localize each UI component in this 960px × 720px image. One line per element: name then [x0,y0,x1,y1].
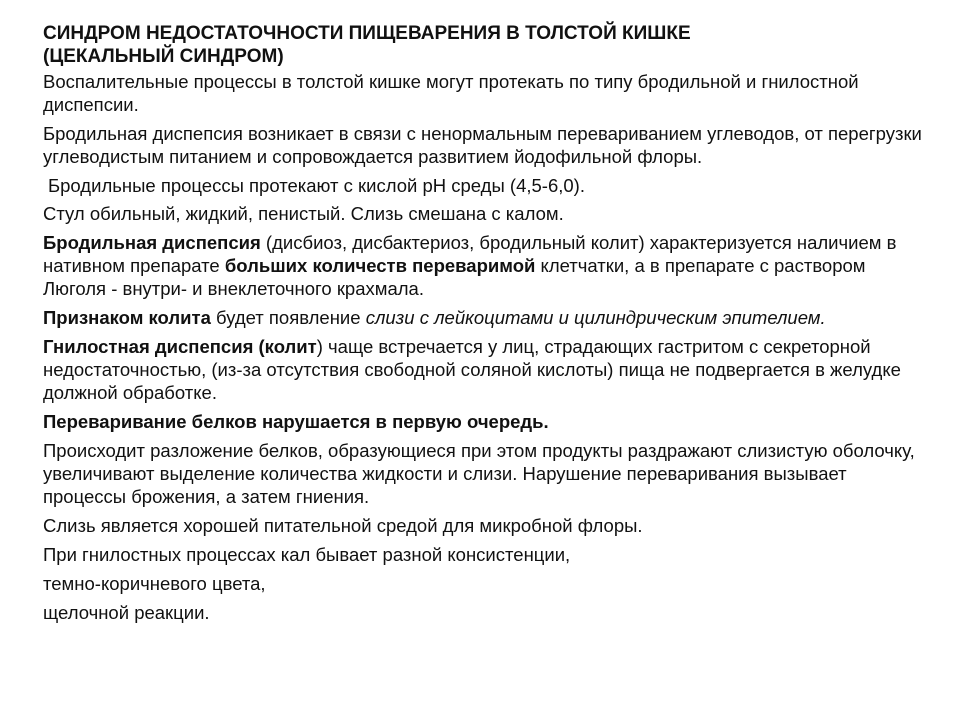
paragraph-stool: Стул обильный, жидкий, пенистый. Слизь смешана с калом. [43,203,564,224]
term-colitis-sign: Признаком колита [43,307,211,328]
paragraph-alkaline-reaction: щелочной реакции. [43,602,210,623]
paragraph-fermentative-characteristics [43,231,923,300]
paragraph-putrefactive-dyspepsia [43,335,923,404]
paragraph-protein-decomposition: Происходит разложение белков, образующиеся при этом продукты раздражают слизистую оболочку, увеличивают выделение количества жидкости и слизи. Нарушение переваривания вызывает процессы брожения, а затем гниения. [43,440,915,507]
text-putrefactive: ) чаще встречается у лиц, страдающих гастритом с секреторной недостаточностью, (из-за отсутствия свободной соляной кислоты) пища не подвергается в желудке должной обработке. [43,336,901,403]
text-mucus-leukocytes: слизи с лейкоцитами и цилиндрическим эпителием. [365,307,826,328]
paragraph-fermentative-dyspepsia: Бродильная диспепсия возникает в связи с ненормальным перевариванием углеводов, от перегрузки углеводистым питанием и сопровождается развитием йодофильной флоры. [43,123,922,167]
paragraph-colitis-sign [43,306,923,329]
paragraph-protein-digestion: Переваривание белков нарушается в первую очередь. [43,411,549,432]
text-fermentative-1: (дисбиоз, дисбактериоз, бродильный колит) характеризуется наличием в нативном препарате [43,232,897,276]
slide-content [43,22,923,630]
text-fermentative-2: клетчатки, а в препарате с раствором Люголя - внутри- и внеклеточного крахмала. [43,255,866,299]
paragraph-inflammation: Воспалительные процессы в толстой кишке могут протекать по типу бродильной и гнилостной диспепсии. [43,71,859,115]
paragraph-mucus-medium: Слизь является хорошей питательной средой для микробной флоры. [43,515,643,536]
term-fermentative-dyspepsia: Бродильная диспепсия [43,232,261,253]
title-line-2: (ЦЕКАЛЬНЫЙ СИНДРОМ) [43,46,284,67]
title-line-1: СИНДРОМ НЕДОСТАТОЧНОСТИ ПИЩЕВАРЕНИЯ В ТОЛСТОЙ КИШКЕ [43,23,691,44]
slide-title [43,22,923,68]
paragraph-stool-color: темно-коричневого цвета, [43,573,266,594]
term-putrefactive-dyspepsia: Гнилостная диспепсия (колит [43,336,317,357]
paragraph-ph: Бродильные процессы протекают с кислой рН среды (4,5-6,0). [48,175,585,196]
paragraph-stool-consistency: При гнилостных процессах кал бывает разной консистенции, [43,544,571,565]
term-large-amounts: больших количеств переваримой [224,255,536,276]
text-colitis-sign: будет появление [210,307,366,328]
